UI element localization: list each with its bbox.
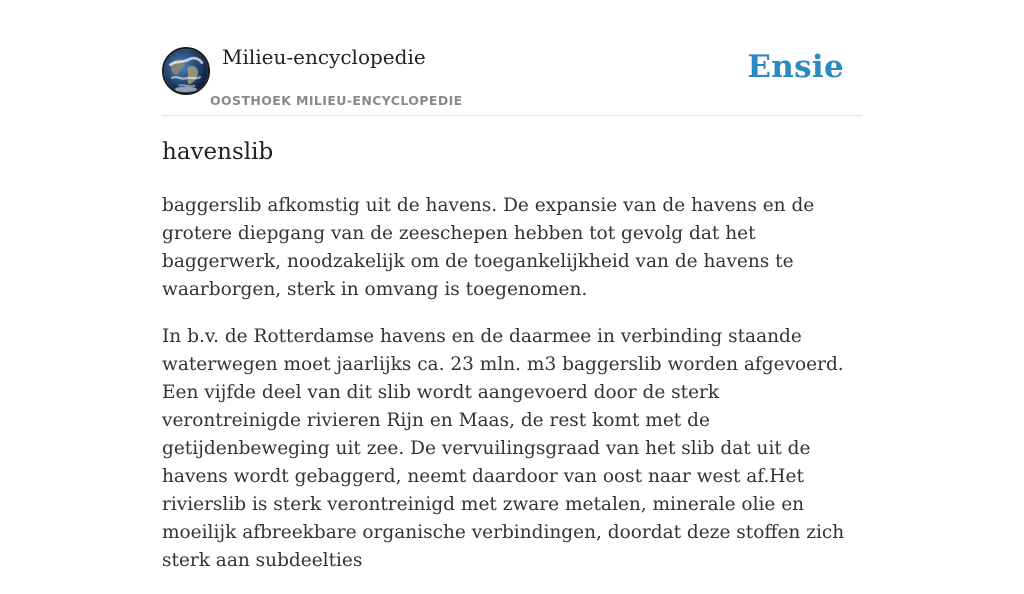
site-header (162, 0, 862, 116)
site-title-link[interactable]: Milieu-encyclopedie (222, 45, 426, 69)
ensie-brand-logo[interactable]: Ensie (747, 49, 844, 85)
article-paragraph: baggerslib afkomstig uit de havens. De expansie van de havens en de grotere diepgang van de zeeschepen hebben tot gevolg dat het baggerwerk, noodzakelijk om de toegankelijkheid van de havens te waarborgen, sterk in omvang is toegenomen. (162, 195, 815, 300)
content-container (162, 0, 862, 571)
site-subtitle: OOSTHOEK MILIEU-ENCYCLOPEDIE (210, 93, 463, 108)
earth-globe-icon[interactable] (162, 47, 210, 95)
article-body (162, 192, 862, 594)
page-title: havenslib (162, 139, 274, 165)
article-paragraph: In b.v. de Rotterdamse havens en de daarmee in verbinding staande waterwegen moet jaarlijks ca. 23 mln. m3 baggerslib worden afgevoerd. Een vijfde deel van dit slib wordt aangevoerd door de sterk verontreinigde rivieren Rijn en Maas, de rest komt met de getijdenbeweging uit zee. De vervuilingsgraad van het slib dat uit de havens wordt gebaggerd, neemt daardoor van oost naar west af.Het rivierslib is sterk verontreinigd met zware metalen, minerale olie en moeilijk afbreekbare organische verbindingen, doordat deze stoffen zich sterk aan subdeelties (162, 326, 845, 571)
